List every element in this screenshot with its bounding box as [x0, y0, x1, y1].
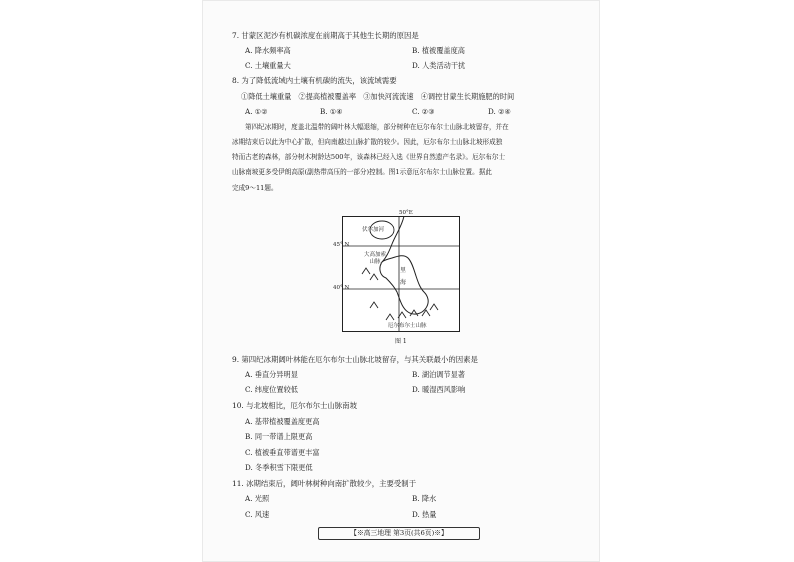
- map-lat40-label: 40° N: [333, 285, 350, 291]
- q11-option-c: C. 风速: [245, 510, 270, 519]
- map-caucasus-label: 大高加索山脉: [363, 252, 386, 265]
- q10-option-c: C. 植被垂直带谱更丰富: [245, 448, 320, 457]
- passage-line: 第四纪冰期时，度盖北温带的阔叶林大幅退缩，部分树种在厄尔布尔士山脉北坡留存，并在: [245, 123, 509, 131]
- q11-option-b: B. 降水: [412, 494, 437, 503]
- q10-stem: 10. 与北坡相比，厄尔布尔士山脉南坡: [232, 401, 357, 410]
- q8-stem: 8. 为了降低流域内土壤有机碳的流失，该流域需要: [232, 76, 397, 85]
- passage-line: 完成9～11题。: [232, 184, 278, 192]
- map-volga-label: 伏尔加河: [362, 227, 385, 233]
- q8-option-b: B. ①④: [320, 107, 343, 116]
- q11-option-d: D. 热量: [412, 510, 437, 519]
- q10-option-a: A. 基带植被覆盖度更高: [245, 417, 320, 426]
- q10-option-b: B. 同一带谱上限更高: [245, 432, 313, 441]
- q7-option-c: C. 土壤重量大: [245, 61, 291, 70]
- q9-stem: 9. 第四纪冰期阔叶林能在厄尔布尔士山脉北坡留存，与其关联最小的因素是: [232, 355, 478, 364]
- map-sea-label-1: 里: [400, 267, 407, 274]
- q9-option-a: A. 垂直分异明显: [245, 370, 298, 379]
- q9-option-d: D. 暖湿西风影响: [412, 385, 466, 394]
- q8-option-a: A. ①②: [245, 107, 268, 116]
- passage-line: 山脉南坡更多受伊朗高原(副热带高压的一部分)控制。图1示意厄尔布尔士山脉位置。据此: [232, 168, 492, 176]
- q11-stem: 11. 冰期结束后，阔叶林树种向南扩散较少，主要受制于: [232, 479, 417, 488]
- figure-caption: 图 1: [395, 338, 407, 345]
- q9-option-b: B. 湖泊调节显著: [412, 370, 465, 379]
- q11-option-a: A. 光照: [245, 494, 270, 503]
- q7-option-d: D. 人类活动干扰: [412, 61, 466, 70]
- q8-option-c: C. ②③: [412, 107, 435, 116]
- page-footer: 【※高三地理 第3页(共6页)※】: [318, 527, 480, 540]
- q10-option-d: D. 冬季积雪下限更低: [245, 463, 313, 472]
- q7-stem: 7. 甘蒙区泥沙有机碳浓度在前期高于其他生长期的原因是: [232, 31, 419, 40]
- passage-line: 特而古老的森林，部分树木树龄达500年，该森林已经入选《世界自然遗产名录》。厄尔布尔士: [232, 153, 506, 161]
- map-elburz-label: 厄尔布尔士山脉: [388, 323, 427, 329]
- q8-option-d: D. ②④: [488, 107, 511, 116]
- map-sea-label-2: 海: [400, 279, 407, 286]
- map-lat45-label: 45° N: [333, 242, 350, 248]
- q7-option-a: A. 降水频率高: [245, 46, 291, 55]
- q8-items: ①降低土壤重量 ②提高植被覆盖率 ③加快河流流速 ④调控甘蒙生长期施肥的时间: [241, 92, 515, 101]
- map-lon-label: 50°E: [399, 210, 413, 216]
- q9-option-c: C. 纬度位置较低: [245, 385, 298, 394]
- passage-line: 冰期结束后以此为中心扩散，但向南越过山脉扩散的较少。因此，厄尔布尔士山脉北坡形成独: [232, 138, 503, 146]
- q7-option-b: B. 植被覆盖度高: [412, 46, 465, 55]
